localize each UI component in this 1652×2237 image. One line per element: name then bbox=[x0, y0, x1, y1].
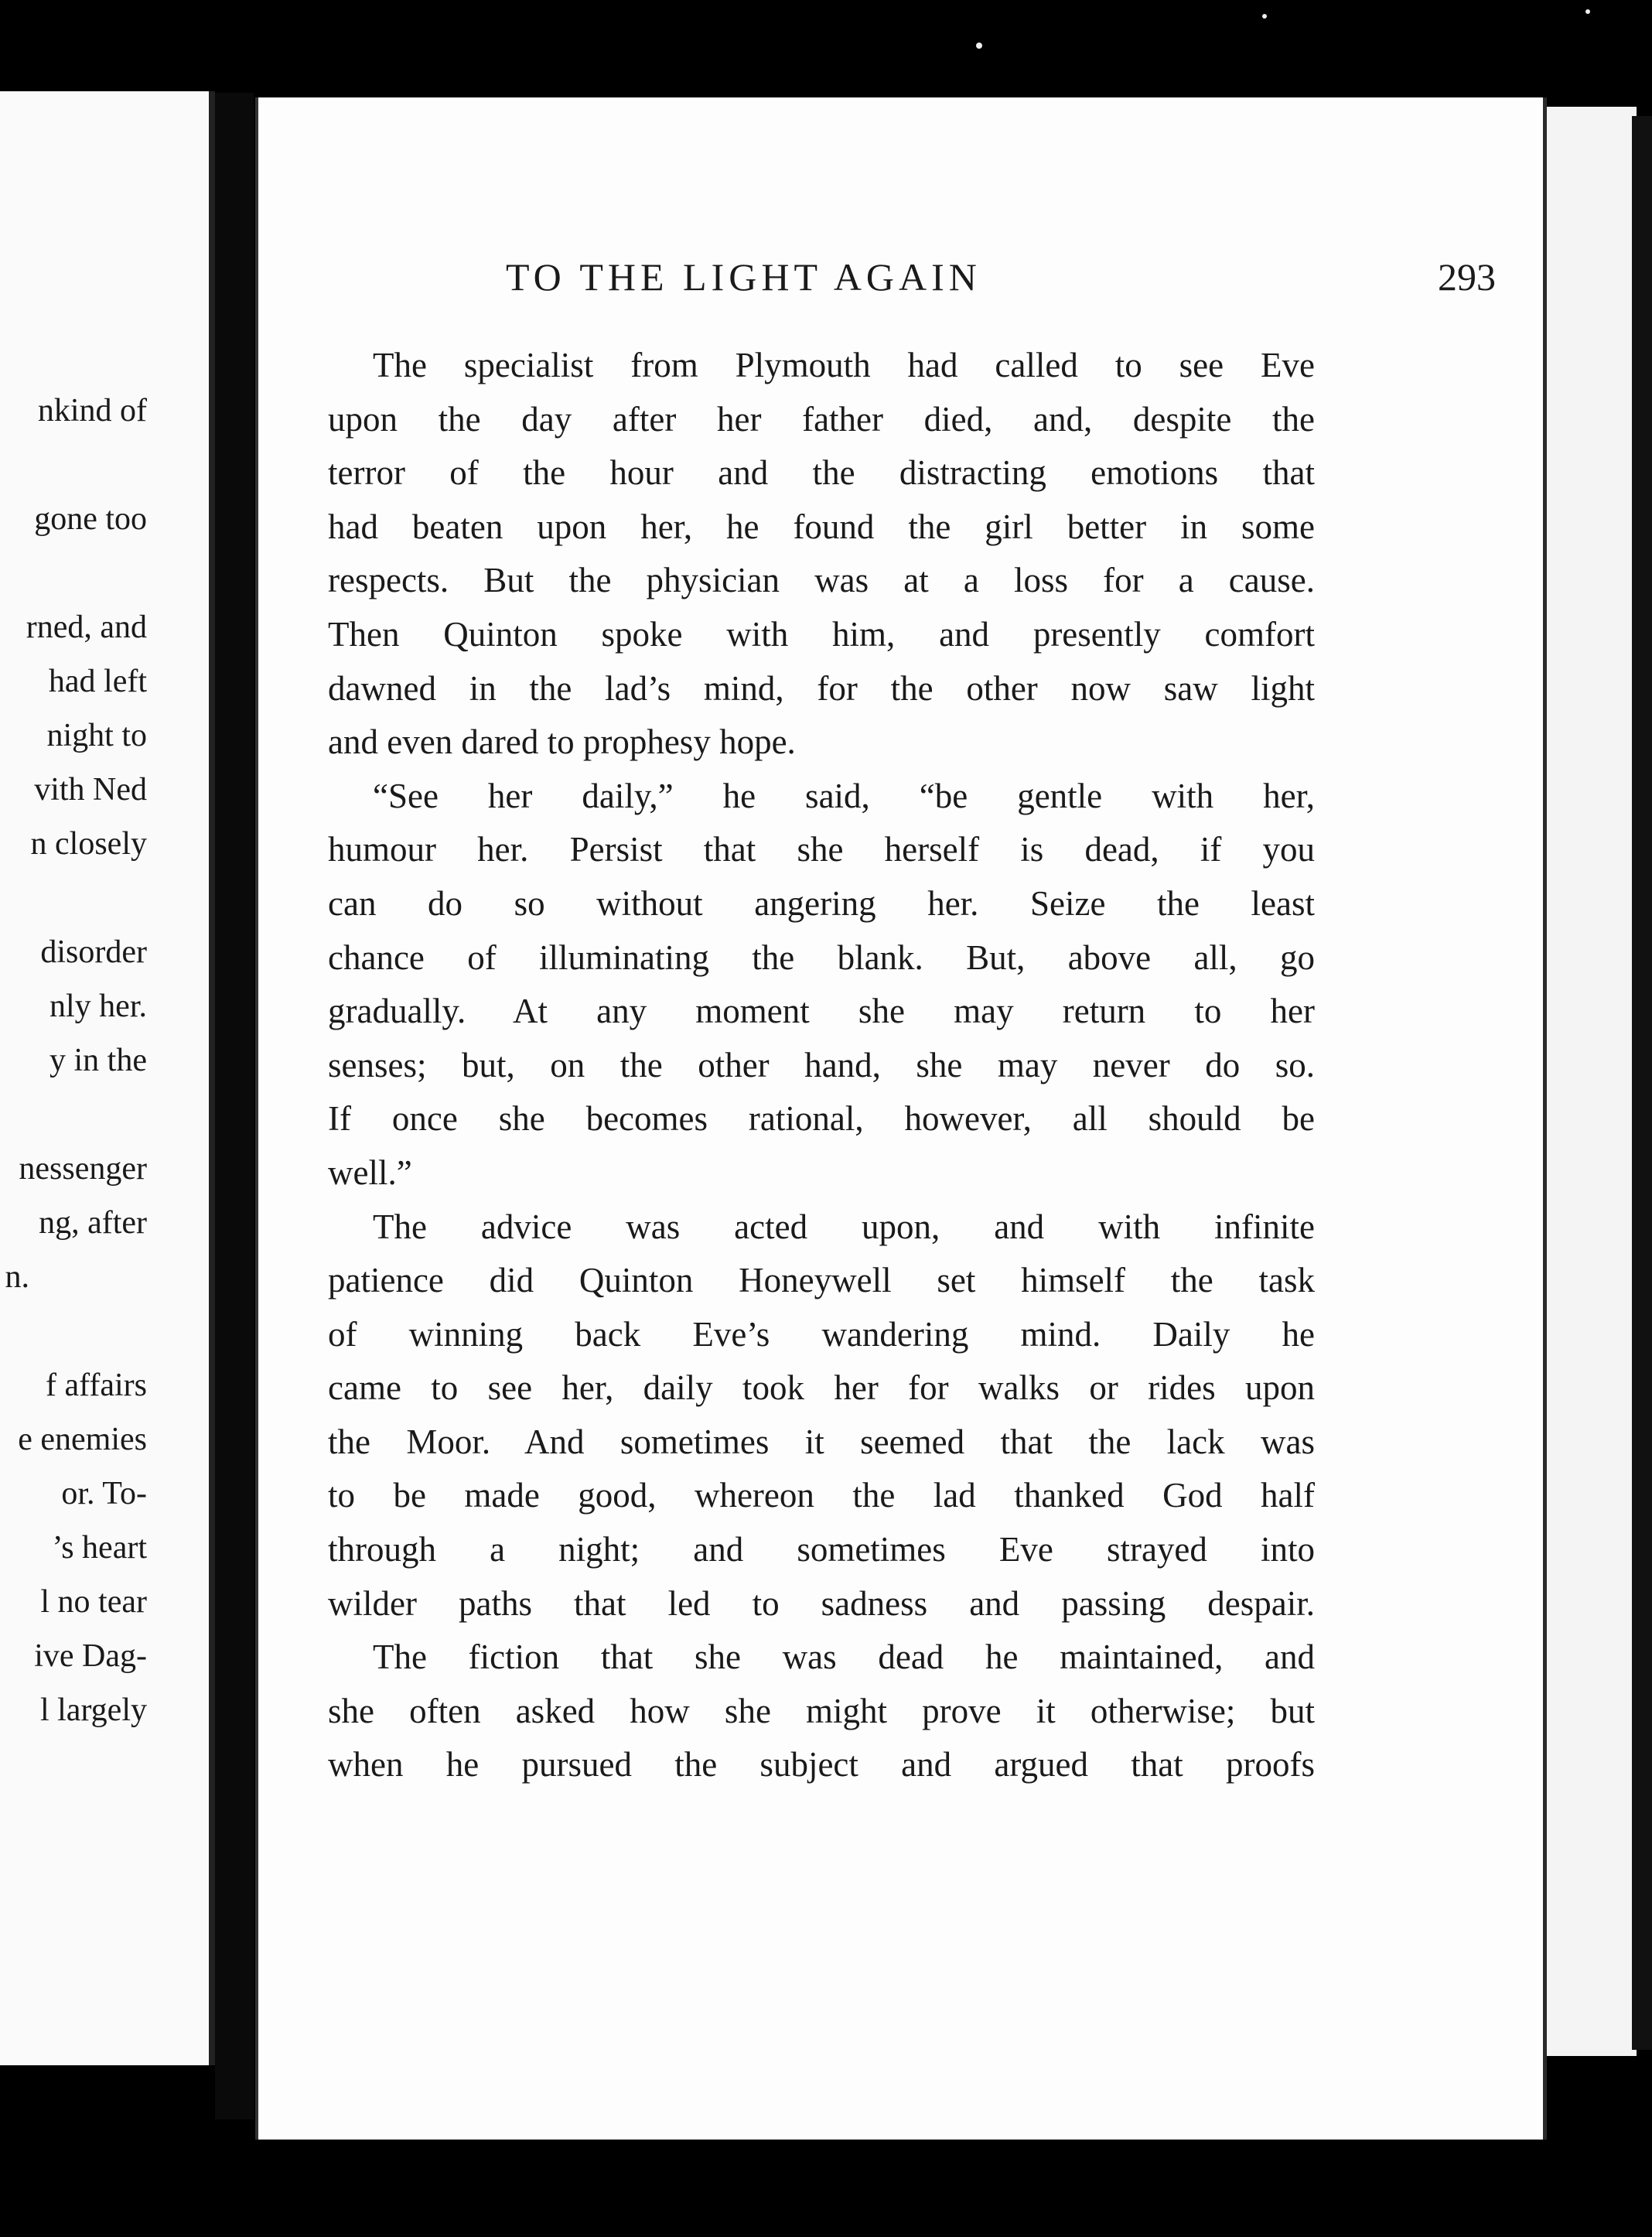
left-page-fragment bbox=[0, 91, 215, 2065]
text-line: can do so without angering her. Seize the least bbox=[328, 883, 1315, 923]
left-page-line: l largely bbox=[39, 1692, 147, 1728]
left-page-line: gone too bbox=[34, 501, 147, 537]
left-page-line: e enemies bbox=[18, 1422, 147, 1457]
text-line: The advice was acted upon, and with infinite bbox=[373, 1207, 1315, 1246]
left-page-line: n closely bbox=[30, 826, 147, 862]
text-line: the Moor. And sometimes it seemed that the lack was bbox=[328, 1422, 1315, 1461]
text-line: well.” bbox=[328, 1153, 412, 1192]
left-page-line: y in the bbox=[49, 1043, 147, 1078]
book-page bbox=[255, 97, 1547, 2140]
scan-speck bbox=[1585, 9, 1590, 14]
page-number: 293 bbox=[1438, 255, 1496, 299]
text-line: Then Quinton spoke with him, and presently comfort bbox=[328, 614, 1315, 654]
text-line: The specialist from Plymouth had called to see Eve bbox=[373, 346, 1315, 384]
text-line: came to see her, daily took her for walks or rides upon bbox=[328, 1368, 1315, 1408]
left-page-line: l no tear bbox=[40, 1584, 147, 1620]
page-edge-stack bbox=[1539, 107, 1637, 2056]
page-edge-shadow bbox=[1632, 116, 1652, 2050]
scan-speck bbox=[976, 43, 982, 49]
left-page-line: n. bbox=[5, 1259, 29, 1295]
chapter-title: TO THE LIGHT AGAIN bbox=[506, 255, 981, 299]
body-text bbox=[328, 339, 1315, 1792]
text-line: and even dared to prophesy hope. bbox=[328, 722, 796, 762]
text-line: through a night; and sometimes Eve strayed into bbox=[328, 1530, 1315, 1569]
text-line: to be made good, whereon the lad thanked God half bbox=[328, 1476, 1315, 1515]
scan-speck bbox=[1262, 14, 1267, 19]
text-line: when he pursued the subject and argued that proofs bbox=[328, 1745, 1315, 1784]
left-page-line: night to bbox=[46, 718, 147, 753]
book-gutter bbox=[215, 93, 254, 2119]
left-page-line: nkind of bbox=[37, 393, 147, 429]
left-page-line: disorder bbox=[40, 934, 147, 970]
text-line: dawned in the lad’s mind, for the other now saw light bbox=[328, 668, 1315, 708]
text-line: of winning back Eve’s wandering mind. Daily he bbox=[328, 1314, 1315, 1354]
left-page-line: ive Dag- bbox=[34, 1638, 147, 1674]
left-page-line: ng, after bbox=[39, 1205, 147, 1241]
text-line: The fiction that she was dead he maintained, and bbox=[373, 1638, 1315, 1677]
text-line: terror of the hour and the distracting emotions that bbox=[328, 453, 1315, 493]
text-line: upon the day after her father died, and, despite the bbox=[328, 399, 1315, 439]
left-page-line: nessenger bbox=[19, 1151, 147, 1187]
running-head bbox=[506, 254, 1496, 300]
text-line: “See her daily,” he said, “be gentle with her, bbox=[373, 776, 1315, 815]
left-page-line: rned, and bbox=[26, 610, 147, 645]
text-line: humour her. Persist that she herself is dead, if you bbox=[328, 830, 1315, 869]
text-line: she often asked how she might prove it otherwise; but bbox=[328, 1691, 1315, 1730]
text-line: patience did Quinton Honeywell set himself the task bbox=[328, 1261, 1315, 1300]
text-line: respects. But the physician was at a loss for a cause. bbox=[328, 561, 1315, 600]
text-line: senses; but, on the other hand, she may never do so. bbox=[328, 1045, 1315, 1084]
left-page-line: or. To- bbox=[61, 1476, 147, 1511]
text-line: If once she becomes rational, however, all should be bbox=[328, 1099, 1315, 1139]
text-line: gradually. At any moment she may return to her bbox=[328, 992, 1315, 1031]
left-page-line: f affairs bbox=[46, 1368, 147, 1403]
left-page-line: ’s heart bbox=[52, 1530, 147, 1566]
left-page-line: had left bbox=[48, 664, 147, 699]
text-line: chance of illuminating the blank. But, above all, go bbox=[328, 937, 1315, 977]
text-line: wilder paths that led to sadness and passing despair. bbox=[328, 1583, 1315, 1623]
left-page-line: nly her. bbox=[49, 989, 147, 1024]
left-page-line: vith Ned bbox=[34, 772, 147, 808]
text-line: had beaten upon her, he found the girl better in some bbox=[328, 507, 1315, 546]
